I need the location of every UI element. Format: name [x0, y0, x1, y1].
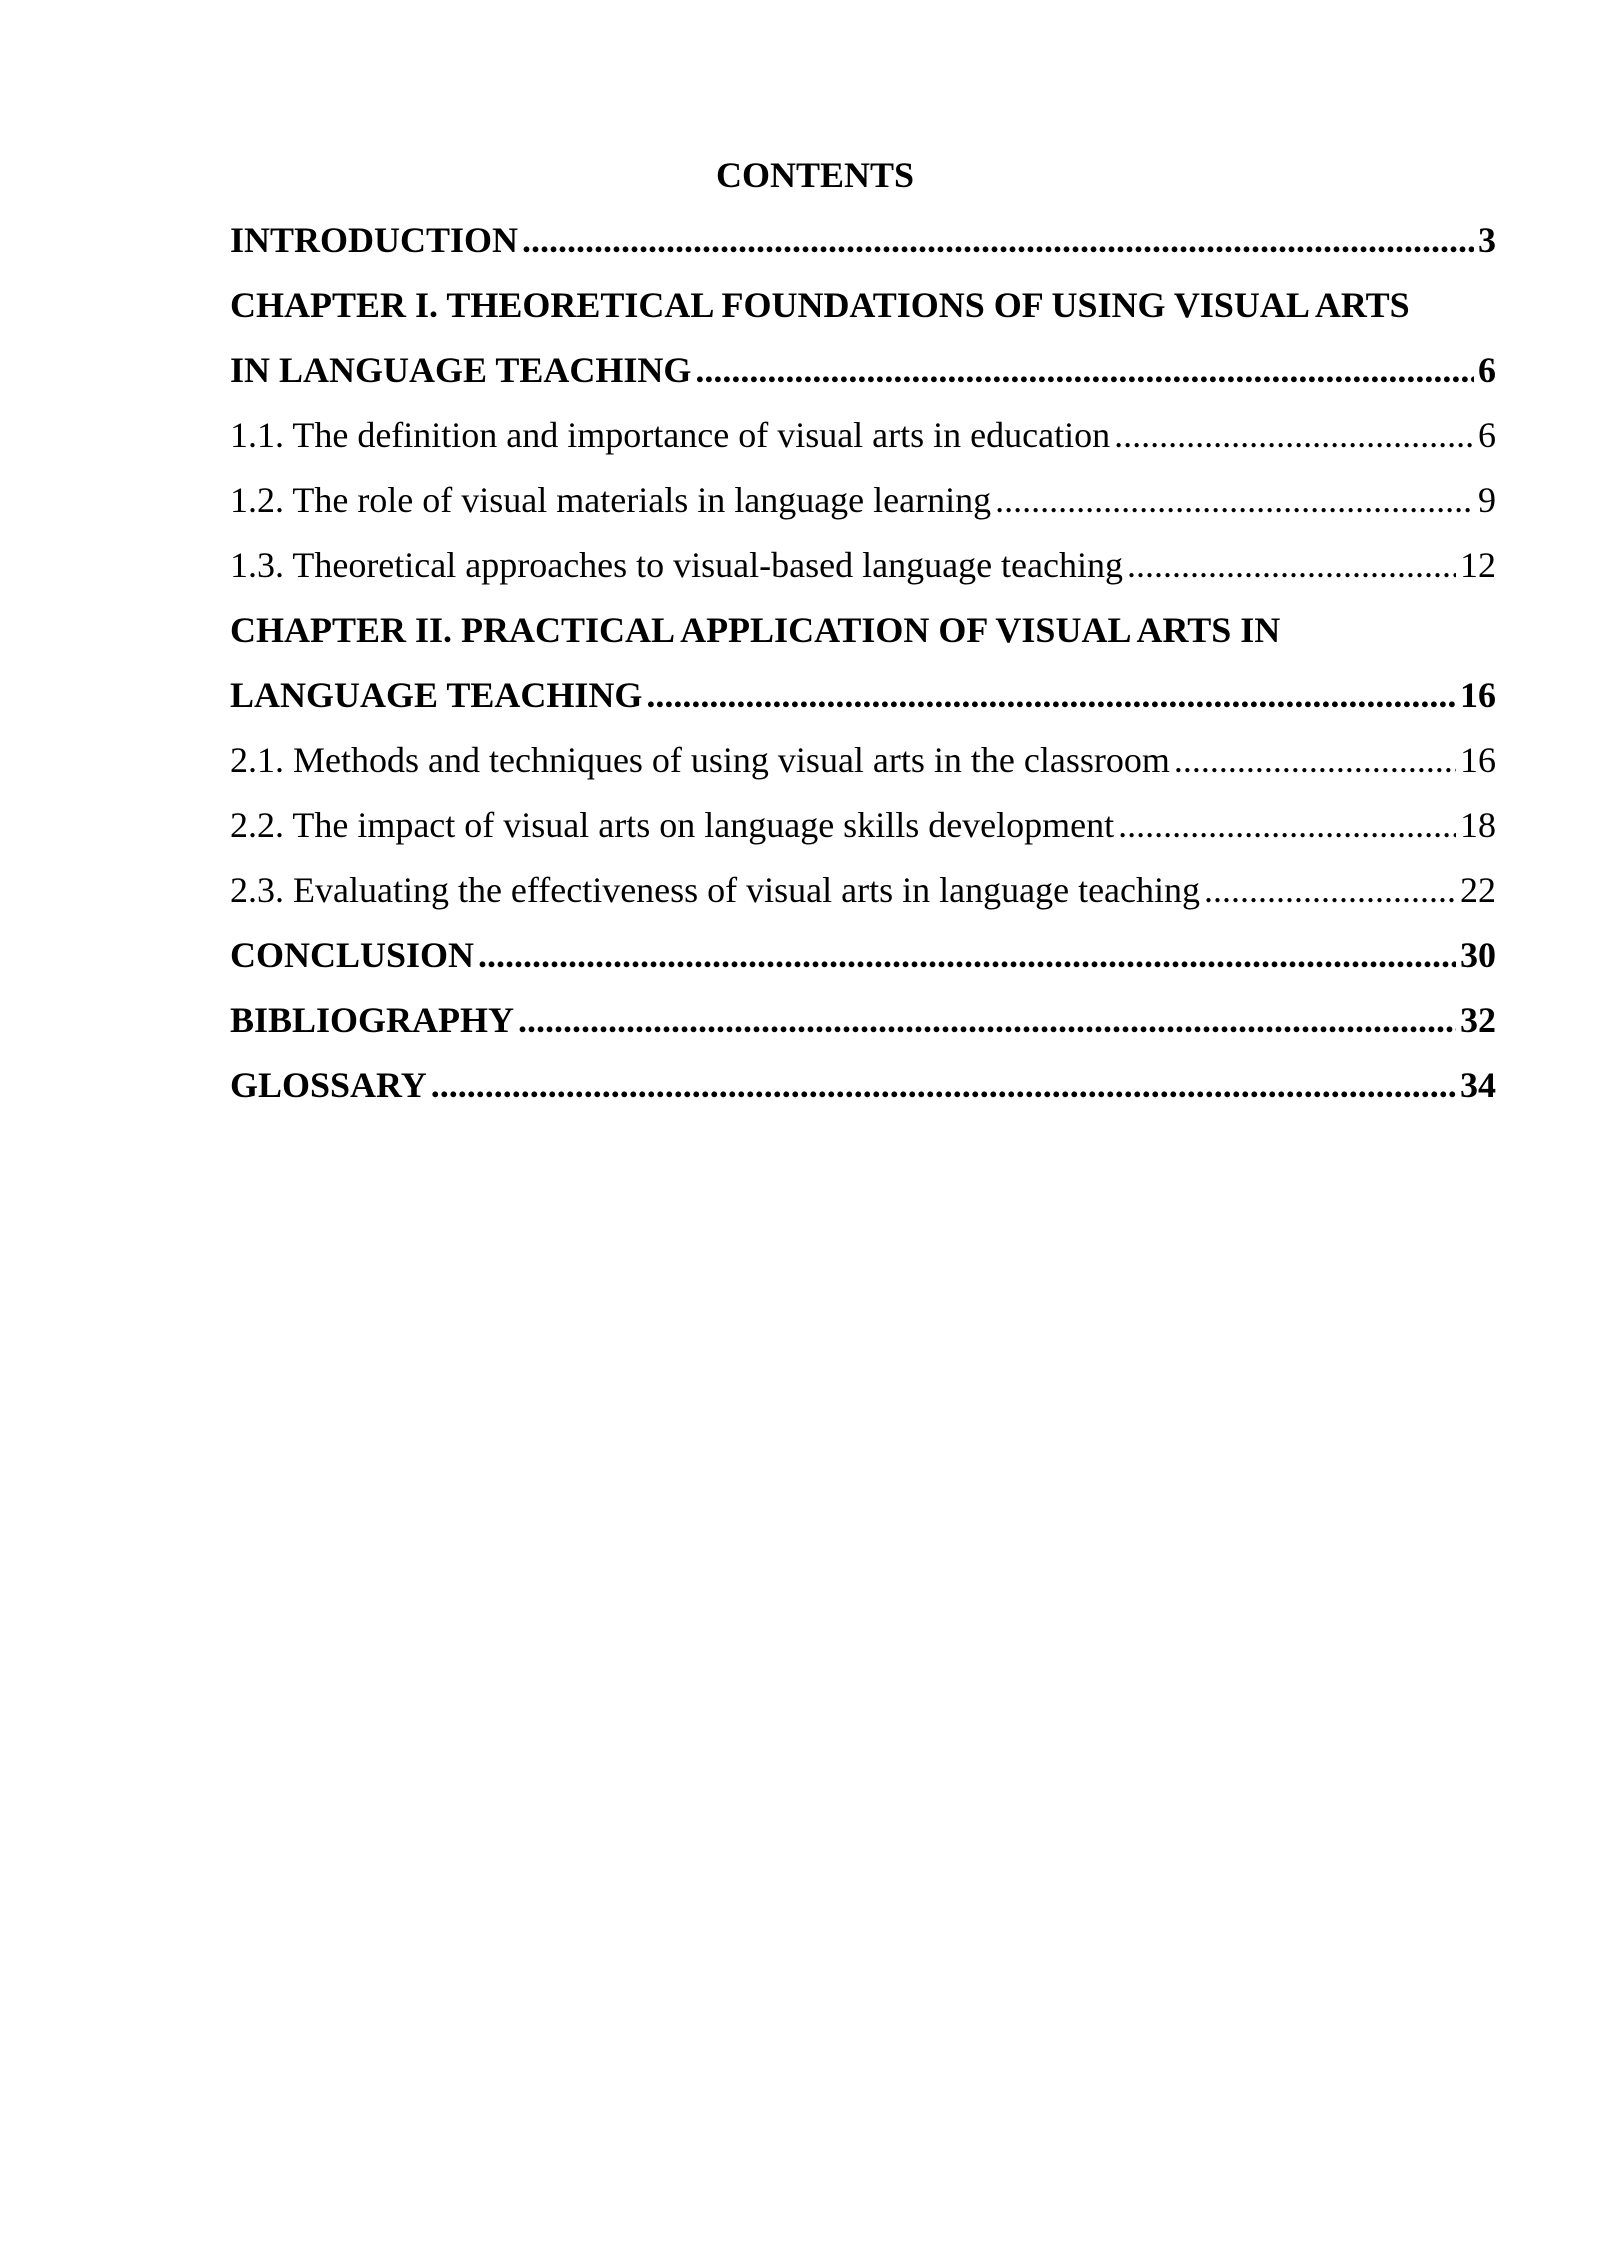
toc-entry[interactable] — [230, 215, 1496, 280]
toc-dot-leader — [518, 995, 1456, 1045]
toc-entry-title: IN LANGUAGE TEACHING — [230, 350, 692, 390]
toc-dot-leader — [1127, 540, 1456, 590]
toc-entry-page-number: 22 — [1460, 870, 1496, 910]
toc-entry-title: INTRODUCTION — [230, 220, 519, 260]
toc-entry-page-number: 6 — [1478, 350, 1496, 390]
toc-entry-title: 2.2. The impact of visual arts on language skills development — [230, 805, 1115, 845]
toc-dot-leader — [646, 670, 1456, 720]
toc-entry-page-number: 6 — [1478, 415, 1496, 455]
toc-entry[interactable] — [230, 280, 1496, 345]
toc-entry-title: GLOSSARY — [230, 1065, 427, 1105]
toc-entry[interactable] — [230, 800, 1496, 865]
toc-dot-leader — [695, 345, 1474, 395]
toc-entry-page-number: 9 — [1478, 480, 1496, 520]
toc-entry-page-number: 30 — [1460, 935, 1496, 975]
toc-entry[interactable] — [230, 540, 1496, 605]
toc-entry-page-number: 32 — [1460, 1000, 1496, 1040]
table-of-contents — [230, 215, 1496, 1125]
toc-entry-title: CHAPTER II. PRACTICAL APPLICATION OF VISUAL ARTS IN — [230, 610, 1281, 650]
toc-entry-page-number: 3 — [1478, 220, 1496, 260]
toc-entry-title: LANGUAGE TEACHING — [230, 675, 643, 715]
toc-entry-page-number: 16 — [1460, 740, 1496, 780]
toc-dot-leader — [995, 475, 1474, 525]
toc-entry[interactable] — [230, 605, 1496, 670]
toc-entry-page-number: 16 — [1460, 675, 1496, 715]
toc-entry[interactable] — [230, 735, 1496, 800]
toc-dot-leader — [522, 215, 1474, 265]
toc-entry[interactable] — [230, 865, 1496, 930]
toc-entry[interactable] — [230, 410, 1496, 475]
toc-dot-leader — [1118, 800, 1456, 850]
toc-dot-leader — [431, 1060, 1456, 1110]
toc-entry-page-number: 18 — [1460, 805, 1496, 845]
toc-entry[interactable] — [230, 670, 1496, 735]
toc-entry-title: 2.1. Methods and techniques of using visual arts in the classroom — [230, 740, 1170, 780]
toc-entry-title: 1.2. The role of visual materials in language learning — [230, 480, 992, 520]
toc-entry[interactable] — [230, 930, 1496, 995]
toc-dot-leader — [1174, 735, 1456, 785]
toc-entry[interactable] — [230, 345, 1496, 410]
toc-entry[interactable] — [230, 1060, 1496, 1125]
toc-dot-leader — [478, 930, 1456, 980]
toc-entry-page-number: 12 — [1460, 545, 1496, 585]
toc-dot-leader — [1114, 410, 1474, 460]
toc-entry-title: 1.1. The definition and importance of visual arts in education — [230, 415, 1111, 455]
toc-entry-title: CHAPTER I. THEORETICAL FOUNDATIONS OF USING VISUAL ARTS — [230, 285, 1410, 325]
toc-entry-title: BIBLIOGRAPHY — [230, 1000, 515, 1040]
toc-entry-page-number: 34 — [1460, 1065, 1496, 1105]
toc-entry-title: CONCLUSION — [230, 935, 475, 975]
toc-heading: CONTENTS — [715, 155, 915, 195]
toc-entry[interactable] — [230, 475, 1496, 540]
toc-entry[interactable] — [230, 995, 1496, 1060]
toc-dot-leader — [1204, 865, 1456, 915]
toc-entry-title: 1.3. Theoretical approaches to visual-based language teaching — [230, 545, 1123, 585]
toc-entry-title: 2.3. Evaluating the effectiveness of visual arts in language teaching — [230, 870, 1201, 910]
